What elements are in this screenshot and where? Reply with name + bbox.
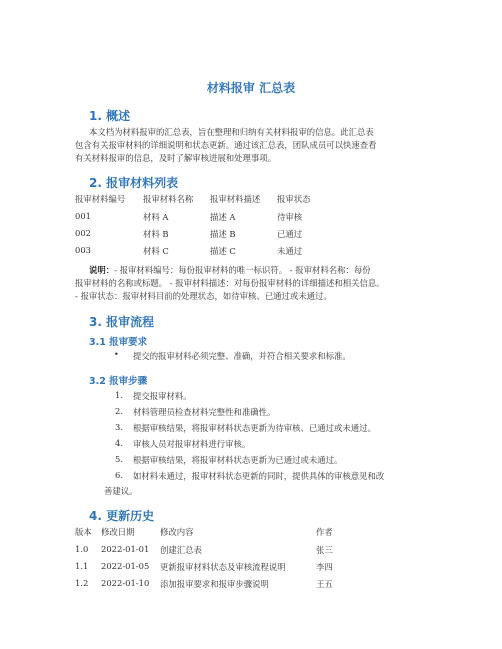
subsection-heading-requirements: 3.1 报审要求 <box>89 337 148 348</box>
materials-cell-status: 待审核 <box>277 212 303 222</box>
history-cell-date: 2022-01-01 <box>101 544 150 554</box>
materials-col-status: 报审状态 <box>277 194 311 204</box>
history-col-change: 修改内容 <box>160 527 194 537</box>
overview-line: 有关材料报审的信息，及时了解审核进展和处理事项。 <box>75 153 276 163</box>
subsection-heading-steps: 3.2 报审步骤 <box>89 376 148 387</box>
requirement-item: 提交的报审材料必须完整、准确，并符合相关要求和标准。 <box>133 351 351 361</box>
section-heading-process: 3. 报审流程 <box>89 315 155 329</box>
step-text: 根据审核结果，将报审材料状态更新为已通过或未通过。 <box>133 455 343 465</box>
history-cell-author: 王五 <box>316 579 333 589</box>
history-cell-version: 1.0 <box>75 544 89 554</box>
step-number: 2. <box>115 406 123 416</box>
history-cell-version: 1.2 <box>75 578 89 588</box>
step-number: 4. <box>115 438 123 448</box>
section-heading-overview: 1. 概述 <box>89 109 131 123</box>
step-text-continued: 善建议。 <box>104 486 138 496</box>
materials-cell-name: 材料 B <box>143 229 169 239</box>
step-text: 如材料未通过，报审材料状态更新的同时，提供具体的审核意见和改 <box>133 471 385 481</box>
history-cell-author: 李四 <box>316 562 333 572</box>
history-col-author: 作者 <box>316 527 333 537</box>
history-cell-change: 更新报审材料状态及审核流程说明 <box>160 562 286 572</box>
materials-note-text: - 报审材料编号：每份报审材料的唯一标识符。 - 报审材料名称：每份 <box>114 265 371 275</box>
materials-cell-id: 001 <box>75 211 91 221</box>
step-number: 6. <box>115 470 123 480</box>
materials-cell-id: 003 <box>75 245 91 255</box>
materials-note-line: 报审材料的名称或标题。 - 报审材料描述：对每份报审材料的详细描述和相关信息。 <box>75 278 385 288</box>
section-heading-history: 4. 更新历史 <box>89 509 155 523</box>
history-col-version: 版本 <box>75 527 92 537</box>
step-text: 提交报审材料。 <box>133 391 192 401</box>
history-cell-change: 创建汇总表 <box>160 545 202 555</box>
step-text: 根据审核结果，将报审材料状态更新为待审核、已通过或未通过。 <box>133 423 376 433</box>
step-text: 审核人员对报审材料进行审核。 <box>133 439 251 449</box>
overview-line: 包含有关报审材料的详细说明和状态更新。通过该汇总表，团队成员可以快速查看 <box>75 140 377 150</box>
history-col-date: 修改日期 <box>101 527 135 537</box>
history-cell-date: 2022-01-05 <box>101 561 150 571</box>
materials-cell-id: 002 <box>75 228 91 238</box>
bullet-icon: • <box>114 350 119 359</box>
step-number: 1. <box>115 390 123 400</box>
history-cell-version: 1.1 <box>75 561 89 571</box>
materials-col-name: 报审材料名称 <box>143 194 194 204</box>
section-heading-materials: 2. 报审材料列表 <box>89 176 179 190</box>
overview-line: 本文档为材料报审的汇总表，旨在整理和归纳有关材料报审的信息。此汇总表 <box>89 127 374 137</box>
materials-note-line <box>89 264 371 276</box>
materials-cell-desc: 描述 B <box>210 229 236 239</box>
page-title: 材料报审 汇总表 <box>206 81 296 95</box>
materials-cell-status: 未通过 <box>277 246 303 256</box>
materials-note-line: - 报审状态：报审材料目前的处理状态，如待审核、已通过或未通过。 <box>75 291 332 301</box>
history-cell-author: 张三 <box>316 545 333 555</box>
step-number: 3. <box>115 422 123 432</box>
materials-cell-desc: 描述 A <box>210 212 236 222</box>
materials-note-label: 说明： <box>89 265 115 275</box>
step-text: 材料管理员检查材料完整性和准确性。 <box>133 407 276 417</box>
materials-col-desc: 报审材料描述 <box>210 194 261 204</box>
materials-cell-name: 材料 C <box>143 246 169 256</box>
materials-col-id: 报审材料编号 <box>75 194 126 204</box>
materials-cell-desc: 描述 C <box>210 246 236 256</box>
step-number: 5. <box>115 454 123 464</box>
history-cell-change: 添加报审要求和报审步骤说明 <box>160 579 269 589</box>
history-cell-date: 2022-01-10 <box>101 578 150 588</box>
materials-cell-name: 材料 A <box>143 212 169 222</box>
materials-cell-status: 已通过 <box>277 229 303 239</box>
